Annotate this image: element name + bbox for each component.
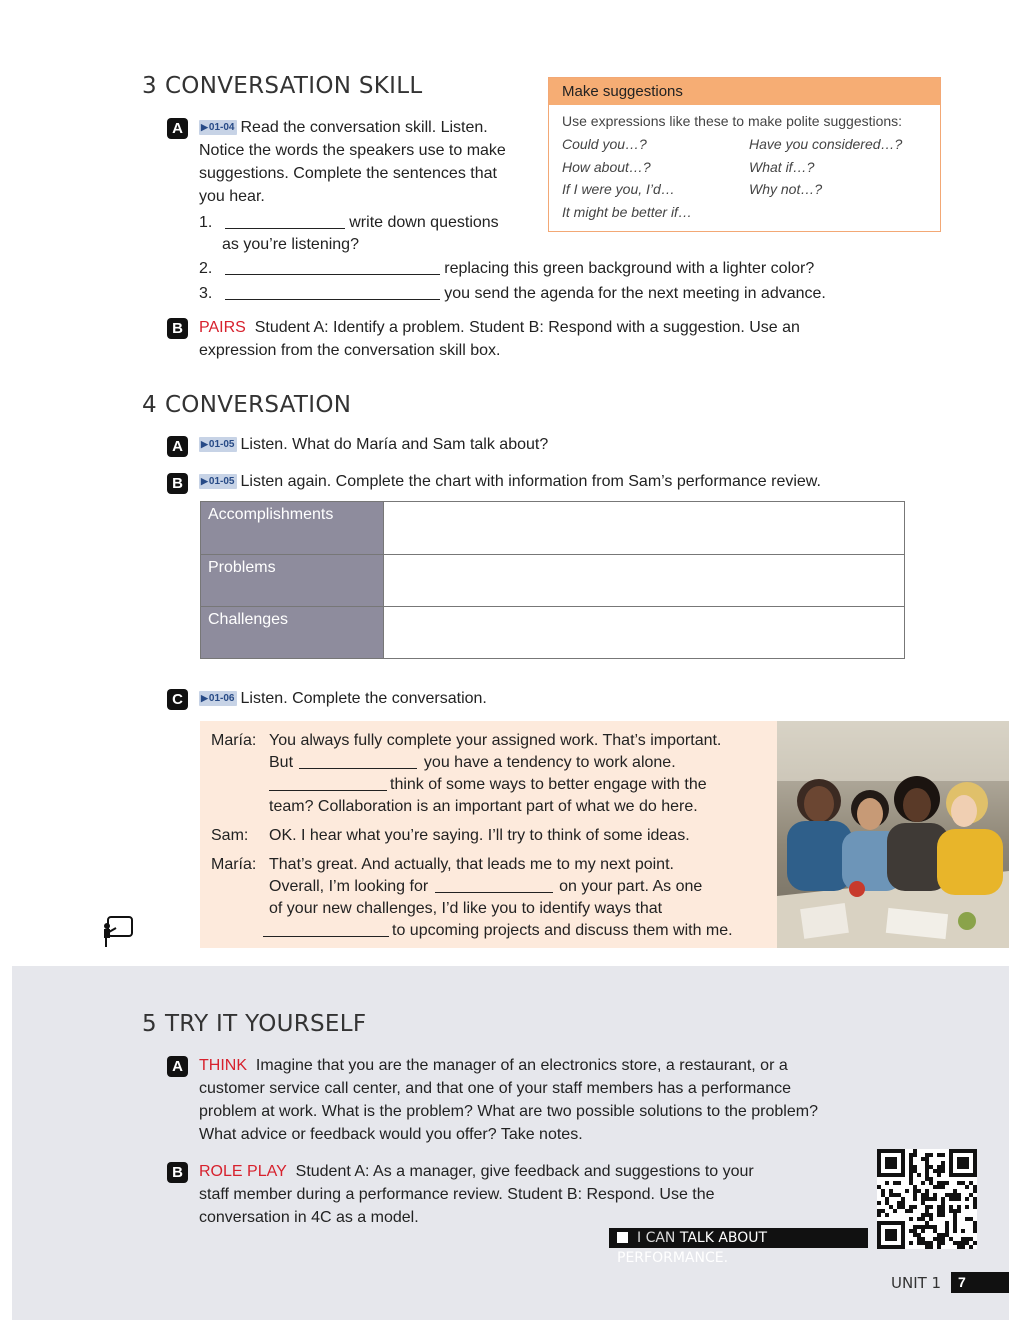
section-heading: CONVERSATION [164, 392, 352, 418]
section-number: 5 [142, 1011, 157, 1037]
section-number: 4 [142, 392, 157, 418]
exercise-letter-badge: B [167, 473, 188, 494]
dialogue-line: of your new challenges, I’d like you to identify ways that [269, 900, 663, 917]
qr-code-icon [877, 1149, 977, 1249]
audio-track-button[interactable]: ▶01-04 [201, 122, 235, 133]
exercise-letter-badge: A [167, 436, 188, 457]
chart-answer-cell[interactable] [383, 502, 904, 554]
answer-blank[interactable] [263, 921, 389, 937]
expression: Could you…? [562, 136, 647, 152]
chart-row [201, 606, 904, 658]
dialogue-line: think of some ways to better engage with the [269, 774, 707, 796]
speaker-name: María: [211, 732, 257, 749]
page-number: 7 [951, 1272, 1009, 1293]
chart-answer-cell[interactable] [383, 555, 904, 606]
dialogue-line: OK. I hear what you’re saying. I’ll try to think of some ideas. [269, 827, 690, 844]
chart-answer-cell[interactable] [383, 607, 904, 658]
team-meeting-photo [777, 721, 1009, 948]
speaker-name: María: [211, 856, 257, 873]
answer-blank[interactable] [225, 284, 440, 300]
dialogue-line: But you have a tendency to work alone. [269, 754, 676, 771]
exercise-5a-text: THINK Imagine that you are the manager of an electronics store, a restaurant, or a customer service call center, and that one of your staff members has a performance problem at work. What is the problem? What are two possible solutions to the problem? What advice or feedback would you offer? Take notes. [199, 1057, 818, 1143]
performance-review-chart [200, 501, 905, 659]
play-icon: ▶ [201, 122, 208, 132]
exercise-3a-text: ▶01-04 Read the conversation skill. Listen. Notice the words the speakers use to make suggestions. Complete the sentences that you hear. [199, 119, 506, 205]
conversation-panel [200, 721, 777, 948]
section-number: 3 [142, 73, 157, 99]
activity-label: THINK [199, 1057, 247, 1074]
chart-row-label: Accomplishments [201, 502, 383, 554]
qr-code[interactable] [877, 1149, 977, 1249]
expression: Have you considered…? [749, 136, 903, 152]
i-can-checkbox-bar[interactable]: I CAN TALK ABOUT PERFORMANCE. [609, 1228, 868, 1248]
answer-blank[interactable] [435, 877, 553, 893]
section-5-title [142, 1011, 366, 1037]
fill-in-item-1: 1. write down questions [199, 214, 499, 231]
exercise-3b-text: PAIRS Student A: Identify a problem. Student B: Respond with a suggestion. Use an expression from the conversation skill box. [199, 319, 800, 359]
play-icon: ▶ [201, 693, 208, 703]
dialogue-line: You always fully complete your assigned work. That’s important. [269, 732, 722, 749]
skill-box-title: Make suggestions [549, 78, 940, 105]
unit-label: UNIT 1 [891, 1274, 942, 1292]
section-heading: CONVERSATION SKILL [164, 73, 423, 99]
exercise-letter-badge: A [167, 1056, 188, 1077]
section-heading: TRY IT YOURSELF [164, 1011, 367, 1037]
answer-blank[interactable] [225, 213, 345, 229]
activity-label: PAIRS [199, 319, 246, 336]
fill-in-item-3: 3. you send the agenda for the next meeting in advance. [199, 285, 826, 302]
expression: If I were you, I’d… [562, 181, 675, 197]
play-icon: ▶ [201, 476, 208, 486]
exercise-4a-text: ▶01-05 Listen. What do María and Sam talk about? [201, 436, 549, 453]
exercise-4b-text: ▶01-05 Listen again. Complete the chart with information from Sam’s performance review. [201, 473, 821, 490]
dialogue-line: Overall, I’m looking for on your part. As one [269, 878, 703, 895]
exercise-letter-badge: B [167, 318, 188, 339]
expression: Why not…? [749, 181, 823, 197]
dialogue-line: That’s great. And actually, that leads me to my next point. [269, 856, 674, 873]
chart-row-label: Challenges [201, 607, 383, 658]
exercise-4c-text: ▶01-06 Listen. Complete the conversation. [201, 690, 487, 707]
exercise-5b-text: ROLE PLAY Student A: As a manager, give feedback and suggestions to your staff member during a performance review. Student B: Respond. Use the conversation in 4C as a model. [199, 1163, 754, 1226]
fill-in-item-2: 2. replacing this green background with a lighter color? [199, 260, 815, 277]
chart-row [201, 502, 904, 554]
expression: How about…? [562, 159, 651, 175]
team-photo-illustration [777, 721, 1009, 948]
dialogue-line: team? Collaboration is an important part of what we do here. [269, 798, 698, 815]
section-4-title [142, 392, 351, 418]
answer-blank[interactable] [269, 775, 387, 791]
dialogue-line: to upcoming projects and discuss them with me. [263, 920, 733, 942]
chart-row [201, 554, 904, 606]
skill-box-intro: Use expressions like these to make polite suggestions: [562, 113, 903, 129]
audio-track-button[interactable]: ▶01-06 [201, 693, 235, 704]
speaker-name: Sam: [211, 827, 249, 844]
audio-track-button[interactable]: ▶01-05 [201, 476, 235, 487]
fill-in-item-1-cont: as you’re listening? [222, 236, 359, 253]
expression: What if…? [749, 159, 815, 175]
exercise-letter-badge: A [167, 118, 188, 139]
checkbox-icon[interactable] [617, 1232, 628, 1243]
chart-row-label: Problems [201, 555, 383, 606]
exercise-letter-badge: C [167, 689, 188, 710]
expression: It might be better if… [562, 204, 692, 220]
exercise-letter-badge: B [167, 1162, 188, 1183]
play-icon: ▶ [201, 439, 208, 449]
answer-blank[interactable] [225, 259, 440, 275]
section-3-title [142, 73, 422, 99]
audio-track-button[interactable]: ▶01-05 [201, 439, 235, 450]
teacher-note-icon[interactable] [102, 914, 134, 948]
activity-label: ROLE PLAY [199, 1163, 287, 1180]
conversation-skill-box [548, 77, 941, 232]
answer-blank[interactable] [299, 753, 417, 769]
